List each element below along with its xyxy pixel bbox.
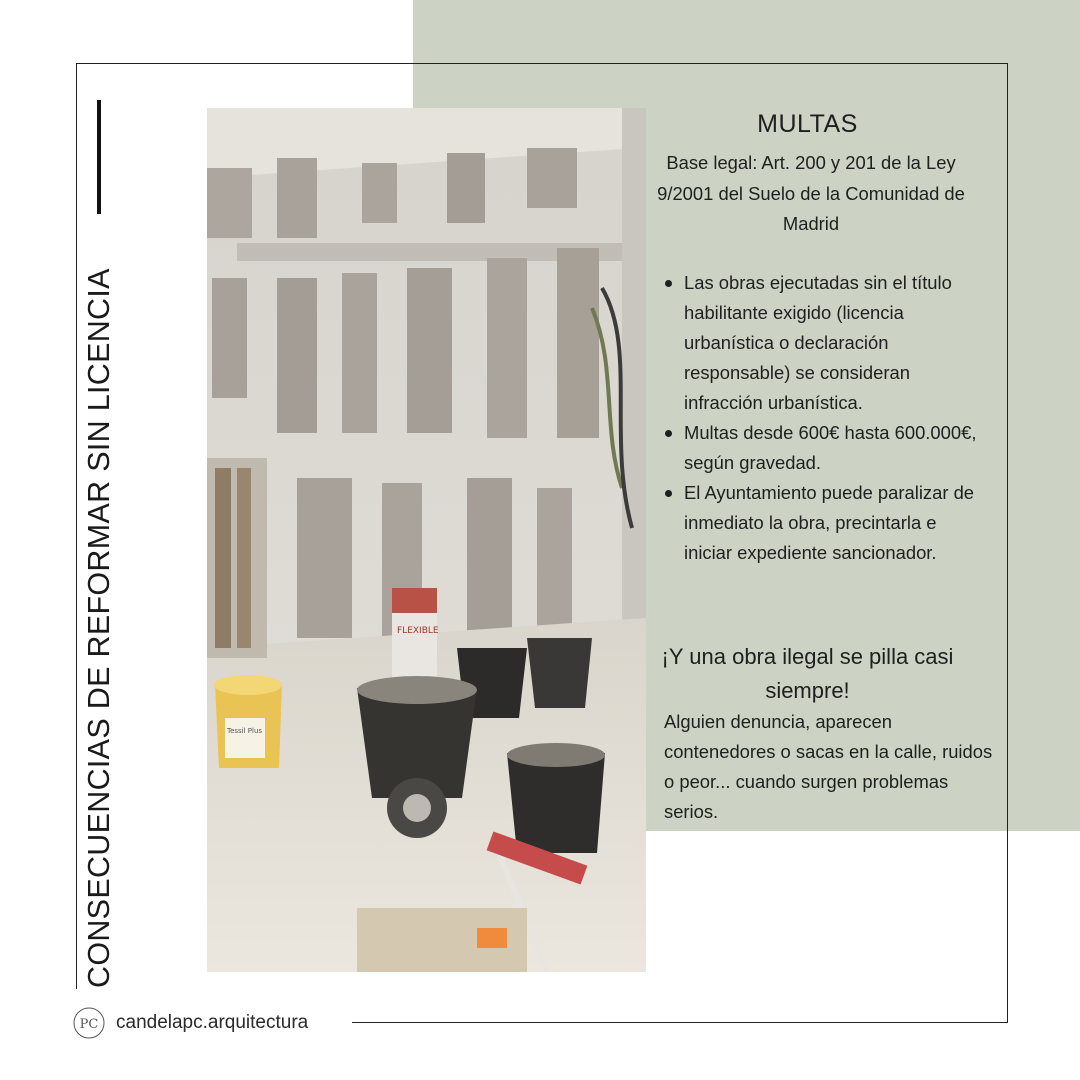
list-item xyxy=(664,268,984,418)
bullet-text: Las obras ejecutadas sin el título habilitante exigido (licencia urbanística o declaración responsable) se consideran infracción urbanística. xyxy=(684,272,952,413)
accent-bar xyxy=(97,100,101,214)
bullet-text: El Ayuntamiento puede paralizar de inmediato la obra, precintarla e iniciar expediente sancionador. xyxy=(684,482,975,563)
section-heading: MULTAS xyxy=(757,110,858,138)
legal-basis-text: Base legal: Art. 200 y 201 de la Ley 9/2001 del Suelo de la Comunidad de Madrid xyxy=(657,152,965,234)
list-item xyxy=(664,418,984,478)
bullet-dot-icon xyxy=(665,280,672,287)
list-item xyxy=(664,478,984,568)
bucket-label: Tessil Plus xyxy=(227,727,263,735)
brand-logo-icon xyxy=(72,1006,106,1040)
explanation-text: Alguien denuncia, aparecen contenedores o sacas en la calle, ruidos o peor... cuando surgen problemas serios. xyxy=(664,711,993,822)
frame-line-bottom xyxy=(352,1022,1008,1023)
bullet-dot-icon xyxy=(665,490,672,497)
bullet-text: Multas desde 600€ hasta 600.000€, según gravedad. xyxy=(684,422,977,473)
vertical-title: CONSECUENCIAS DE REFORMAR SIN LICENCIA xyxy=(82,268,116,988)
bullet-dot-icon xyxy=(665,430,672,437)
bullet-list xyxy=(664,268,984,568)
frame-line-top xyxy=(76,63,1008,64)
brand-handle[interactable]: candelapc.arquitectura xyxy=(116,1012,309,1033)
bag-label: FLEXIBLE xyxy=(397,626,439,636)
callout-text: ¡Y una obra ilegal se pilla casi siempre! xyxy=(661,644,954,703)
frame-line-right xyxy=(1007,63,1008,1023)
logo-monogram: PC xyxy=(79,1017,99,1032)
construction-photo xyxy=(207,108,646,972)
